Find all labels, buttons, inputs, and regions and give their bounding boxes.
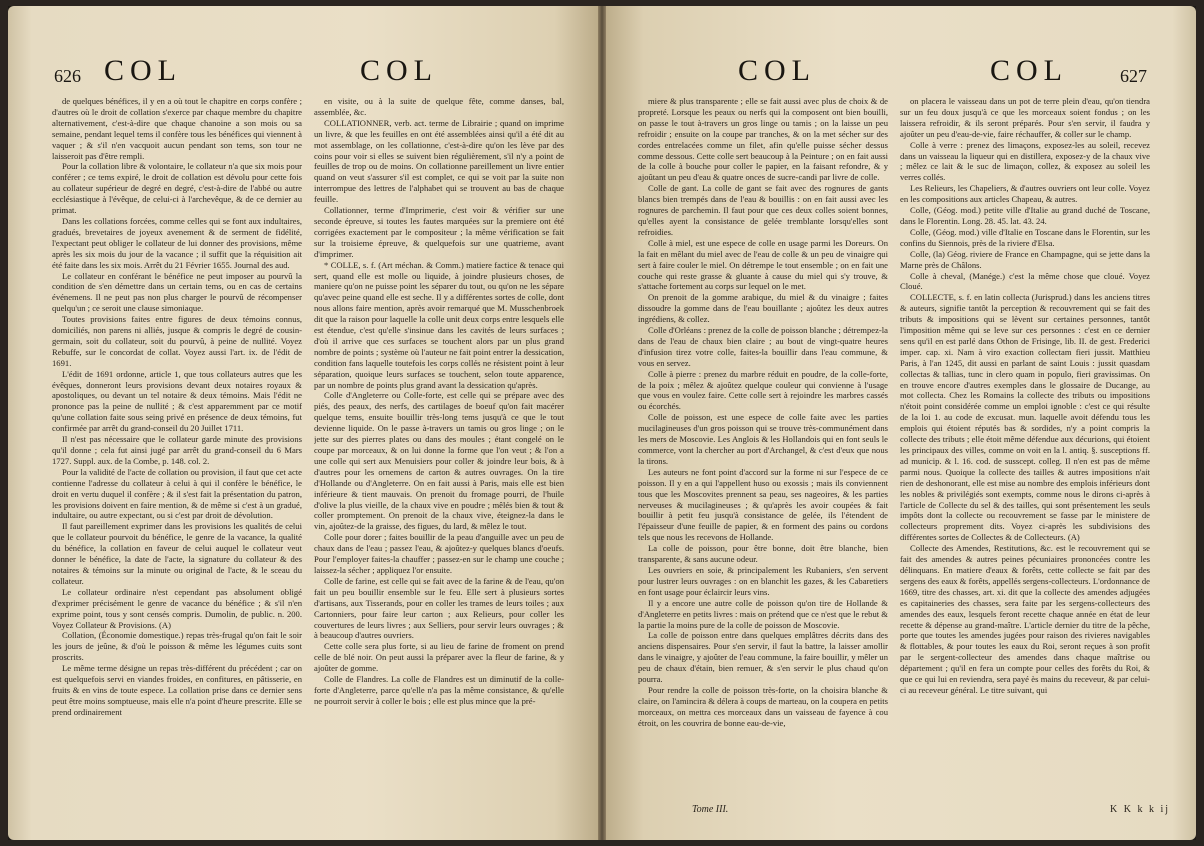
open-book	[8, 6, 1196, 840]
paragraph: on placera le vaisseau dans un pot de terre plein d'eau, qu'on tiendra sur un feu doux jusqu'à ce que les morceaux soient fondus ; on les laissera refroidir, & ils seront préparés. Pour s'en servir, il faudra y ajoûter un peu d'eau-de-vie, faire réchauffer, & coller sur le champ.	[900, 96, 1150, 139]
paragraph: Il faut pareillement exprimer dans les provisions les qualités de celui que le collateur pourvoit du bénéfice, le genre de la vacance, la qualité du bénéfice, la collation en faveur de celui auquel le collateur veut donner le bénéfice, la date de l'acte, la signature du collateur & des notaires & témoins sur la minute ou original de l'acte, & le sceau du collateur.	[52, 521, 302, 586]
paragraph: Colle de poisson, est une espece de colle faite avec les parties mucilagineuses d'un gros poisson qui se trouve très-communément dans les mers de Moscovie. Les Anglois & les Hollandois qui en font seuls le commerce, vont la chercher au port d'Archangel, & c'est d'eux que nous la tirons.	[638, 412, 888, 466]
paragraph: Colle à cheval, (Manége.) c'est la même chose que cloué. Voyez Cloué.	[900, 270, 1150, 292]
paragraph: Collationner, terme d'Imprimerie, c'est voir & vérifier sur une seconde épreuve, si toutes les fautes marquées sur la premiere ont été corrigées exactement par le compositeur ; la même vérification se fait sur la troisieme épreuve, & quelquefois sur une quatrieme, avant d'imprimer.	[314, 205, 564, 259]
signature-mark: K K k k ij	[1110, 804, 1170, 815]
paragraph: de quelques bénéfices, il y en a où tout le chapitre en corps confère ; d'autres où le droit de collation s'exerce par chaque membre du chapitre alternativement, c'est-à-dire que chaque chanoine a son mois ou sa semaine, pendant lequel tems il confère tous les bénéfices qui viennent à vaquer ; & s'il n'en vacquoit aucun pendant son tems, son tour ne laisseroit pas d'être rempli.	[52, 96, 302, 161]
running-headword-right-1: COL	[738, 54, 816, 87]
paragraph: Collation, (Économie domestique.) repas très-frugal qu'on fait le soir les jours de jeûne, & d'où le poisson & même les légumes cuits sont proscrits.	[52, 630, 302, 663]
paragraph: Colle de Flandres. La colle de Flandres est un diminutif de la colle-forte d'Angleterre, parce qu'elle n'a pas la même consistance, & qu'elle ne pourroit servir à coller le bois ; elle est plus mince que la pré-	[314, 674, 564, 706]
paragraph: La colle de poisson, pour être bonne, doit être blanche, bien transparente, & sans aucune odeur.	[638, 543, 888, 565]
paragraph: Colle d'Orléans : prenez de la colle de poisson blanche ; détrempez-la dans de l'eau de chaux bien claire ; au bout de vingt-quatre heures d'infusion tirez votre colle, faites-la bouillir dans l'eau commune, & vous en servez.	[638, 325, 888, 368]
paragraph: en visite, ou à la suite de quelque fête, comme danses, bal, assemblée, &c.	[314, 96, 564, 117]
paragraph: Colle d'Angleterre ou Colle-forte, est celle qui se prépare avec des piés, des peaux, des nerfs, des cartilages de boeuf qu'on fait macérer quelque tems, ensuite bouillir très-long tems jusqu'à ce que le tout devienne liquide. On le passe à-travers un tamis ou gros linge ; on le jette sur des pierres plates ou dans des moules ; étant congelé on le coupe par morceaux, & on lui donne la forme que l'on veut ; & l'on a une colle qui sert aux Menuisiers pour coller & joindre leur bois, & à d'autres pour les ornemens de carton & autres ouvrages. On la tire d'Hollande ou d'Angleterre. On en fait aussi à Paris, mais elle est bien inférieure & tient mauvais. On prenoit du fromage pourri, de l'huile d'olive la plus vieille, de la chaux vive en poudre ; mêlés bien & tout & coller promptement. On prenoit de la chaux vive, éteignez-la dans le vin, ajoûtez-de la graisse, des figues, du lard, & mêlez le tout.	[314, 390, 564, 532]
paragraph: Colle à miel, est une espece de colle en usage parmi les Doreurs. On la fait en mêlant du miel avec de l'eau de colle & un peu de vinaigre qui sert à faire couler le miel. On détrempe le tout ensemble ; on en fait une couche qui reste grasse & gluante à cause du miel qui s'y trouve, & s'attache fortement au corps sur lequel on le met.	[638, 237, 888, 292]
page-number-right: 627	[1120, 66, 1147, 86]
paragraph: Les Relieurs, les Chapeliers, & d'autres ouvriers ont leur colle. Voyez en les compositions aux articles Chapeau, & autres.	[900, 183, 1150, 205]
paragraph: Colle, (la) Géog. riviere de France en Champagne, qui se jette dans la Marne près de Châlons.	[900, 248, 1150, 270]
paragraph: COLLECTE, s. f. en latin collecta (Jurisprud.) dans les anciens titres & auteurs, signifie tantôt la perception & recouvrement qui se fait des tributs & impositions qui se lèvent sur certaines personnes, tantôt l'imposition même qui se leve sur ces personnes : c'est en ce dernier sens qu'il en est parlé dans Othon de Frisinge, lib. II. de gest. Frederici imper. cap. xi. Nam à viro exaction collectam fieri jussit. Matthieu Paris, à l'an 1245, dit aussi en parlant de saint Louis : jussit quasdam collectas & tallias, tunc in clero quam in populo, fieri gravissimas. On en trouve encore d'autres exemples dans le glossaire de Ducange, au mot collecta. Chez les Romains la collecte des tributs ou impositions n'étoit point considérée comme un emploi ignoble : c'est ce qui résulte de la loi 1. au code de excusat. mun. laquelle avoit défendu tous les emplois qui étoient réputés bas & sordides, n'y a point compris la collecte des tributs ; elle étoit même défendue aux décurions, qui étoient les principaux des villes, comme on voit en la l. antiq. §. susceptions ff. ad municip. & l. 16. cod. de susscept. colleg. Il n'en est pas de même parmi nous. Quoique la collecte des tailles & autres impositions n'ait rien de deshonorant, elle est mise au nombre des emplois inférieurs dont les nobles & privilégiés sont exempts, comme nous le dirons ci-après à l'article de Collecte du sel & des tailles, qui sont présentement les seuls impôts dont la collecte ou recouvrement se fasse par le ministere de collecteurs proprement dits. Voyez ci-après les subdivisions des différentes sortes de Collectes & de Collecteurs. (A)	[900, 292, 1150, 543]
left-page	[8, 6, 602, 840]
paragraph: Le collateur ordinaire n'est cependant pas absolument obligé d'exprimer précisément le genre de vacance du bénéfice ; & s'il n'en exprime point, tous y sont censés compris. Dumolin, de public. n. 200. Voyez Collateur & Provisions. (A)	[52, 586, 302, 630]
paragraph: Le collateur en conférant le bénéfice ne peut imposer au pourvû la condition de s'en démettre dans un certain tems, ou en cas de certains événemens. Il ne peut pas non plus charger le pourvû de récompenser quelqu'un ; ce seroit une clause simoniaque.	[52, 270, 302, 314]
running-headword-left-1: COL	[104, 54, 182, 87]
paragraph: * COLLE, s. f. (Art méchan. & Comm.) matiere factice & tenace qui sert, quand elle est molle ou liquide, à joindre plusieurs choses, de maniere qu'on ne puisse point les séparer du tout, ou qu'on ne les sépare qu'avec peine quand elle est seche. Il y a différentes sortes de colle, dont nous allons faire mention, après avoir remarqué que M. Musschenbroek dit que la raison pour laquelle la colle unit deux corps entre lesquels elle est étendue, c'est qu'elle s'insinue dans les cavités de leurs surfaces ; d'où il arrive que ces surfaces se touchent alors par un plus grand nombre de points ; système où l'auteur ne fait point entrer la dessication, condition fans laquelle toutefois les corps collés ne résistent point à leur séparation, quoique leurs surfaces se touchent, selon toute apparence, par un nombre de points plus grand avant la dessication qu'après.	[314, 259, 564, 390]
paragraph: La colle de poisson entre dans quelques emplâtres décrits dans des anciens dispensaires. Pour s'en servir, il faut la battre, la laisser amollir dans le vinaigre, y ajoûter de l'eau commune, la faire bouillir, y mêler un peu de chaux d'étain, bien remuer, & s'en servir le plus chaud qu'on pourra.	[638, 630, 888, 685]
paragraph: Pour la validité de l'acte de collation ou provision, il faut que cet acte contienne l'adresse du collateur à celui à qui il confère le bénéfice, le droit en vertu duquel il confère ; & il s'est fait la présentation du patron, les provisions doivent en faire mention, & de même si c'est à un gradué, indultaire, ou autre expectant, ou si c'est par droit de dévolution.	[52, 466, 302, 521]
paragraph: Colle, (Géog. mod.) ville d'Italie en Toscane dans le Florentin, sur les confins du Siennois, près de la riviere d'Elsa.	[900, 226, 1150, 248]
paragraph: Toutes provisions faites entre figures de deux témoins connus, domiciliés, non parens ni alliés, jusque & compris le degré de cousin-germain, soit du collateur, soit du pourvû, à peine de nullité. Voyez Rebuffe, sur le concordat de collat. Voyez aussi l'art. ix. de l'édit de 1691.	[52, 314, 302, 368]
paragraph: Collecte des Amendes, Restitutions, &c. est le recouvrement qui se fait des amendes & autres peines pécuniaires prononcées contre les délinquans. En matiere d'eaux & forêts, cette collecte se fait par des sergens des eaux & forêts, appellés sergens-collecteurs. L'ordonnance de 1669, titre des chasses, art. xi. dit que la collecte des amendes adjugées es capitaineries des chasses, sera faite par les sergens-collecteurs des amendes des eaux, lesquels feront recette chaque année en état de leur recette & dépense au grand-maître. L'article dernier du titre de la pêche, porte que toutes les amendes jugées pour raison des rivieres navigables & flottables, & pour toutes les eaux du Roi, seront reçues à son profit par le sergent-collecteur des amendes dans chaque maîtrise ou département ; qu'il en fera un compte pour celles des forêts du Roi, & que ce qui lui en reviendra, sera payé ès mains du receveur, & par celui-ci au receveur général. Le titre suivant, qui	[900, 543, 1150, 695]
page-number-left: 626	[54, 66, 81, 86]
paragraph: Cette colle sera plus forte, si au lieu de farine de froment on prend celle de blé noir. On peut aussi la préparer avec la fleur de farine, & y ajoûter de gomme.	[314, 641, 564, 674]
paragraph: miere & plus transparente ; elle se fait aussi avec plus de choix & de propreté. Lorsque les peaux ou nerfs qui la composent ont bien bouilli, on passe le tout à-travers un gros linge ou tamis ; on la laisse un peu refroidir ; ensuite on la coupe par tranches, & on la met sécher sur des cordes entrelacées comme un filet, afin qu'elle puisse sécher dessus comme dessous. Cette colle sert beaucoup à la Peinture ; on en fait aussi de la colle à bouche pour coller le papier, en la faisant refondre, & y ajoûtant un peu d'eau & quatre onces de sucre-candi par livre de colle.	[638, 96, 888, 183]
paragraph: Il y a encore une autre colle de poisson qu'on tire de Hollande & d'Angleterre en petits livres : mais on prétend que ce n'est que le rebut & la partie la moins pure de la colle de poisson de Moscovie.	[638, 597, 888, 630]
paragraph: COLLATIONNER, verb. act. terme de Librairie ; quand on imprime un livre, & que les feuilles en ont été assemblées ainsi qu'il a été dit au mot assemblage, on les collationne, c'est-à-dire qu'on les lève par des coins pour voir si elles se suivent bien régulièrement, s'il n'y a point de feuilles de trop ou de moins. On collationne pareillement un livre entier quand on veut s'assurer s'il est complet, ce qui se voit par la suite non interrompue des lettres de l'alphabet qui se trouvent au bas de chaque feuille.	[314, 117, 564, 205]
paragraph: Pour la collation libre & volontaire, le collateur n'a que six mois pour conférer ; ce tems expiré, le droit de collation est dévolu pour cette fois au collateur supérieur de degré en degré, c'est-à-dire de l'abbé ou autre ecclésiastique à l'évêque, de celui-ci à l'archevêque, & de ce dernier au primat.	[52, 161, 302, 216]
paragraph: Pour rendre la colle de poisson très-forte, on la choisira blanche & claire, on l'amincira & délera à coups de marteau, on la coupera en petits morceaux, on mettra ces morceaux dans un vaisseau de fayence à cou étroit, on les couvrira de bonne eau-de-vie,	[638, 684, 888, 728]
right-column-1	[638, 96, 888, 796]
paragraph: Colle de farine, est celle qui se fait avec de la farine & de l'eau, qu'on fait un peu bouillir ensemble sur le feu. Elle sert à plusieurs sortes d'artisans, aux Tisserands, pour en coller les trames de leurs toiles ; aux Cartonniers, pour faire leur carton ; aux Relieurs, pour coller les couvertures de leurs livres ; aux Selliers, pour servir leurs ouvrages ; & à beaucoup d'autres ouvriers.	[314, 575, 564, 641]
paragraph: Le même terme désigne un repas très-différent du précédent ; car on est quelquefois servi en viandes froides, en confitures, en pâtisserie, en fruits & en vins de toute espece. La collation prise dans ce dernier sens peut être moins somptueuse, mais elle n'a point d'heure prescrite. Elle se prend ordinairement	[52, 663, 302, 717]
paragraph: Colle pour dorer ; faites bouillir de la peau d'anguille avec un peu de chaux dans de l'eau ; passez l'eau, & ajoûtez-y quelques blancs d'oeufs. Pour l'employer faites-la chauffer ; passez-en sur le champ une couche ; laissez-la sécher ; appliquez l'or ensuite.	[314, 532, 564, 575]
paragraph: Il n'est pas nécessaire que le collateur garde minute des provisions qu'il donne ; cela fut ainsi jugé par arrêt du grand-conseil du 6 Mars 1727. Suppl. aux. de la Combe, p. 148. col. 2.	[52, 434, 302, 466]
paragraph: Colle à pierre : prenez du marbre réduit en poudre, de la colle-forte, de la poix ; mêlez & ajoûtez quelque couleur qui convienne à l'usage que vous en voulez faire. Cette colle sert à rejoindre les marbres cassés ou écorchés.	[638, 368, 888, 412]
left-column-2	[314, 96, 564, 796]
left-column-1	[52, 96, 302, 796]
running-headword-left-2: COL	[360, 54, 438, 87]
right-page	[602, 6, 1196, 840]
paragraph: Colle, (Géog. mod.) petite ville d'Italie au grand duché de Toscane, dans le Florentin. Long. 28. 45. lat. 43. 24.	[900, 205, 1150, 226]
book-gutter	[598, 6, 606, 840]
paragraph: Les auteurs ne font point d'accord sur la forme ni sur l'espece de ce poisson. Il y en a qui l'appellent huso ou exossis ; mais ils conviennent tous que les Moscovites prennent sa peau, ses nageoires, & les parties nerveuses & mucilagineuses ; & qu'après les avoir coupées & fait bouillir à petit feu jusqu'à consistance de gelée, ils l'étendent de l'épaisseur d'une feuille de papier, & en forment des pains ou cordons tels que nous les recevons de Hollande.	[638, 466, 888, 543]
paragraph: Colle de gant. La colle de gant se fait avec des rognures de gants blancs bien trempés dans de l'eau & bouillis : on en fait aussi avec les rognures de parchemin. Il faut pour que ces deux colles soient bonnes, qu'elles ayent la consistance de gelée tremblante lorsqu'elles sont refroidies.	[638, 183, 888, 237]
tome-label: Tome III.	[692, 804, 729, 815]
paragraph: Colle à verre : prenez des limaçons, exposez-les au soleil, recevez dans un vaisseau la liqueur qui en distillera, exposez-y de la chaux vive ; mêlez ce lait & le suc de limaçon, collez, & exposez au soleil les verres collés.	[900, 139, 1150, 183]
paragraph: Dans les collations forcées, comme celles qui se font aux indultaires, gradués, brevetaires de joyeux avenement & de serment de fidélité, l'expectant peut obliger le collateur de lui donner des provisions, même après les six mois du jour de la vacance ; il suffit que la réquisition ait été faite dans les six mois. Arrêt du 21 Février 1655. Journal des aud.	[52, 215, 302, 270]
paragraph: On prenoit de la gomme arabique, du miel & du vinaigre ; faites dissoudre la gomme dans de l'eau bouillante ; ajoûtez les deux autres ingrédiens, & collez.	[638, 292, 888, 325]
right-column-2	[900, 96, 1150, 796]
paragraph: Les ouvriers en soie, & principalement les Rubaniers, s'en servent pour lustrer leurs ouvrages : on en blanchit les gazes, & les Cabaretiers en font usage pour éclaircir leurs vins.	[638, 564, 888, 597]
paragraph: L'édit de 1691 ordonne, article 1, que tous collateurs autres que les évêques, donneront leurs provisions devant deux notaires royaux & apostoliques, ou devant un tel notaire & deux témoins. Mais l'édit ne prononce pas la peine de nullité ; & c'est apparemment par ce motif qu'une collation faite sous seing privé en présence de deux témoins, fut confirmée par arrêt du grand-conseil du 20 Juillet 1711.	[52, 368, 302, 434]
running-headword-right-2: COL	[990, 54, 1068, 87]
